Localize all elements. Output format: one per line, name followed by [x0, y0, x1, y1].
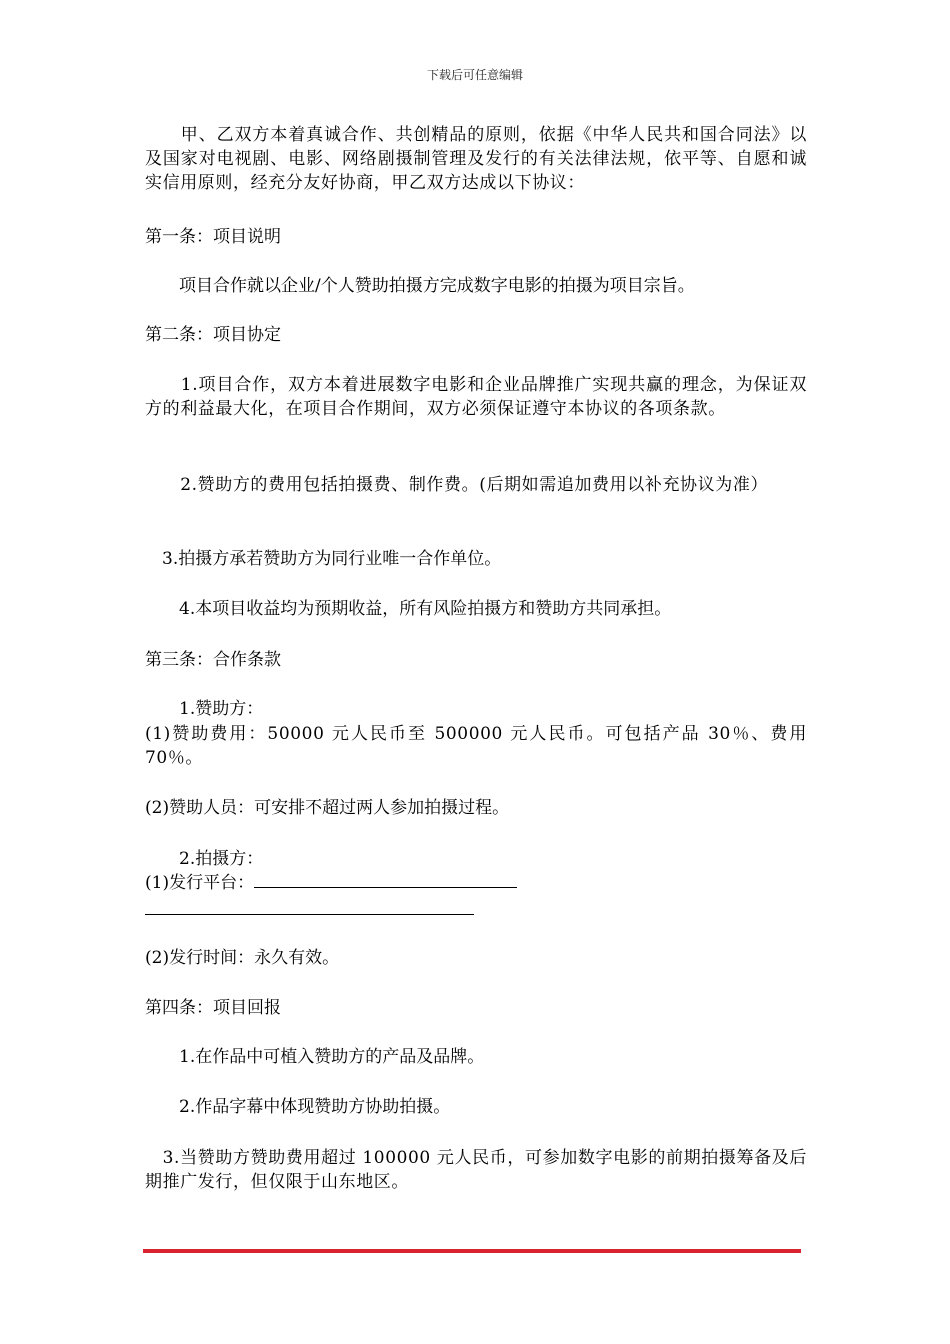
- release-platform-blank-line: [254, 873, 517, 888]
- article-1-title: 第一条：项目说明: [145, 227, 281, 247]
- release-platform-label: (1)发行平台：: [145, 873, 255, 893]
- article-4-item-1: 1.在作品中可植入赞助方的产品及品牌。: [145, 1047, 485, 1067]
- release-platform-blank-line-2: [145, 914, 474, 915]
- article-2-item-3: 3.拍摄方承若赞助方为同行业唯一合作单位。: [145, 549, 502, 569]
- article-2-item-2: 2.赞助方的费用包括拍摄费、制作费。(后期如需追加费用以补充协议为准）: [145, 475, 769, 495]
- article-2-item-4: 4.本项目收益均为预期收益，所有风险拍摄方和赞助方共同承担。: [145, 599, 672, 619]
- article-3-sponsor-heading: 1.赞助方：: [145, 699, 264, 719]
- article-3-sponsor-staff: (2)赞助人员：可安排不超过两人参加拍摄过程。: [145, 798, 510, 818]
- article-3-release-platform: [145, 871, 807, 895]
- article-2-item-1: 1.项目合作，双方本着进展数字电影和企业品牌推广实现共赢的理念，为保证双方的利益最大化，在项目合作期间，双方必须保证遵守本协议的各项条款。: [145, 375, 807, 419]
- article-4-item-2: 2.作品字幕中体现赞助方协助拍摄。: [145, 1097, 451, 1117]
- article-3-sponsor-fee: (1)赞助费用：50000 元人民币至 500000 元人民币。可包括产品 30％、费用 70％。: [145, 724, 807, 768]
- article-4-title: 第四条：项目回报: [145, 998, 281, 1018]
- article-3-title: 第三条：合作条款: [145, 650, 281, 670]
- article-4-item-3: 3.当赞助方赞助费用超过 100000 元人民币，可参加数字电影的前期拍摄筹备及后期推广发行，但仅限于山东地区。: [145, 1148, 807, 1192]
- page-header-note: 下载后可任意编辑: [426, 68, 523, 82]
- article-3-release-time: (2)发行时间：永久有效。: [145, 948, 340, 968]
- article-1-paragraph: 项目合作就以企业/个人赞助拍摄方完成数字电影的拍摄为项目宗旨。: [145, 276, 695, 296]
- article-2-title: 第二条：项目协定: [145, 325, 281, 345]
- intro-paragraph: 甲、乙双方本着真诚合作、共创精品的原则，依据《中华人民共和国合同法》以及国家对电视剧、电影、网络剧摄制管理及发行的有关法律法规，依平等、自愿和诚实信用原则，经充分友好协商，甲乙双方达成以下协议：: [145, 125, 807, 193]
- footer-red-rule: [143, 1249, 801, 1253]
- article-3-producer-heading: 2.拍摄方：: [145, 849, 264, 869]
